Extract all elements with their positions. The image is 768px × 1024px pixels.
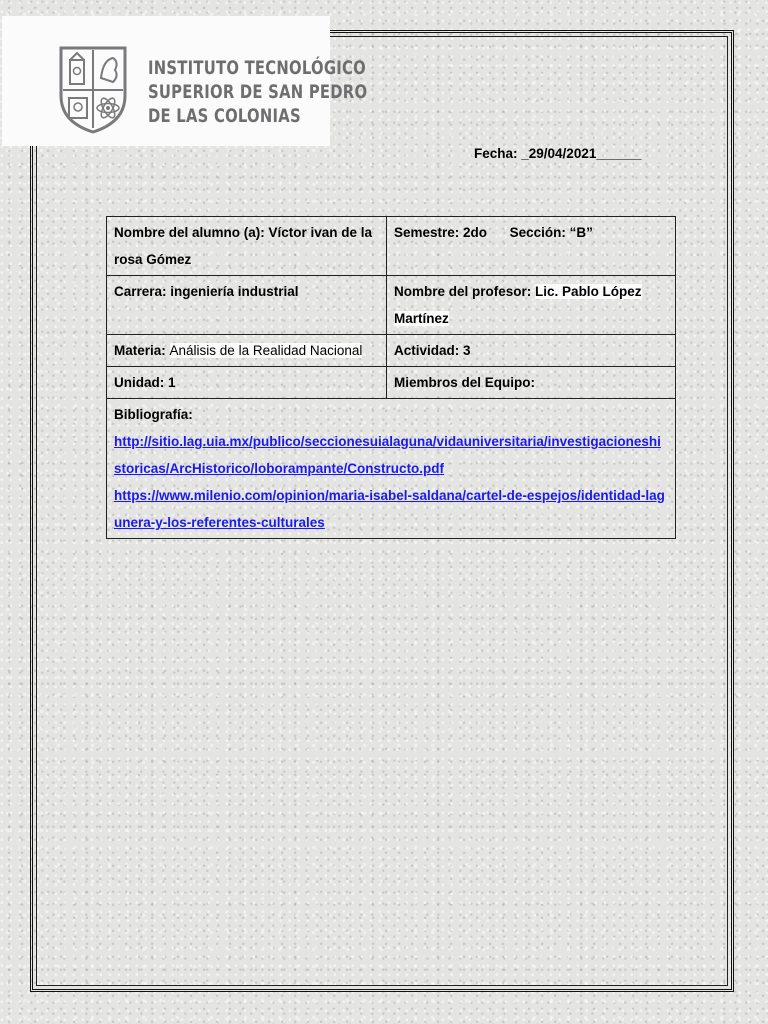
professor-cell [387,276,676,335]
table-row [107,335,676,367]
institution-name-line3: DE LAS COLONIAS [148,105,301,127]
institution-name-line1: INSTITUTO TECNOLÓGICO [148,57,366,79]
subject-name: Análisis de la Realidad Nacional [169,343,363,358]
unit: Unidad: 1 [114,375,176,390]
team-members-cell [387,367,676,399]
institution-name [148,56,367,128]
subject-cell [107,335,387,367]
activity-cell [387,335,676,367]
student-info-table [106,216,676,539]
date-field: Fecha: _29/04/2021______ [474,146,642,161]
table-row [107,217,676,276]
unit-cell [107,367,387,399]
bibliography-cell [107,399,676,539]
semester-section-cell [387,217,676,276]
section: Sección: “B” [509,225,593,240]
student-name-cell [107,217,387,276]
institution-name-line2: SUPERIOR DE SAN PEDRO [148,81,368,103]
team-members-label: Miembros del Equipo: [394,375,536,390]
shield-icon [57,44,129,134]
table-row [107,399,676,539]
bibliography-label: Bibliografía: [114,407,193,422]
bibliography-link-2[interactable]: https://www.milenio.com/opinion/maria-isabel-saldana/cartel-de-espejos/identidad-lagunera-y-los-referentes-culturales [114,488,665,530]
table-row [107,367,676,399]
table-row [107,276,676,335]
student-name: Nombre del alumno (a): Víctor ivan de la rosa Gómez [114,225,373,267]
career: Carrera: ingeniería industrial [114,284,299,299]
professor-name: Lic. Pablo López Martínez [394,284,642,326]
institution-logo [2,16,368,146]
professor-label: Nombre del profesor: [394,284,532,299]
bibliography-link-1[interactable]: http://sitio.lag.uia.mx/publico/seccionesuialaguna/vidauniversitaria/investigacioneshistoricas/ArcHistorico/loborampante/Constructo.pdf [114,434,661,476]
subject-label: Materia: [114,343,166,358]
career-cell [107,276,387,335]
semester: Semestre: 2do [394,225,488,240]
activity: Actividad: 3 [394,343,471,358]
